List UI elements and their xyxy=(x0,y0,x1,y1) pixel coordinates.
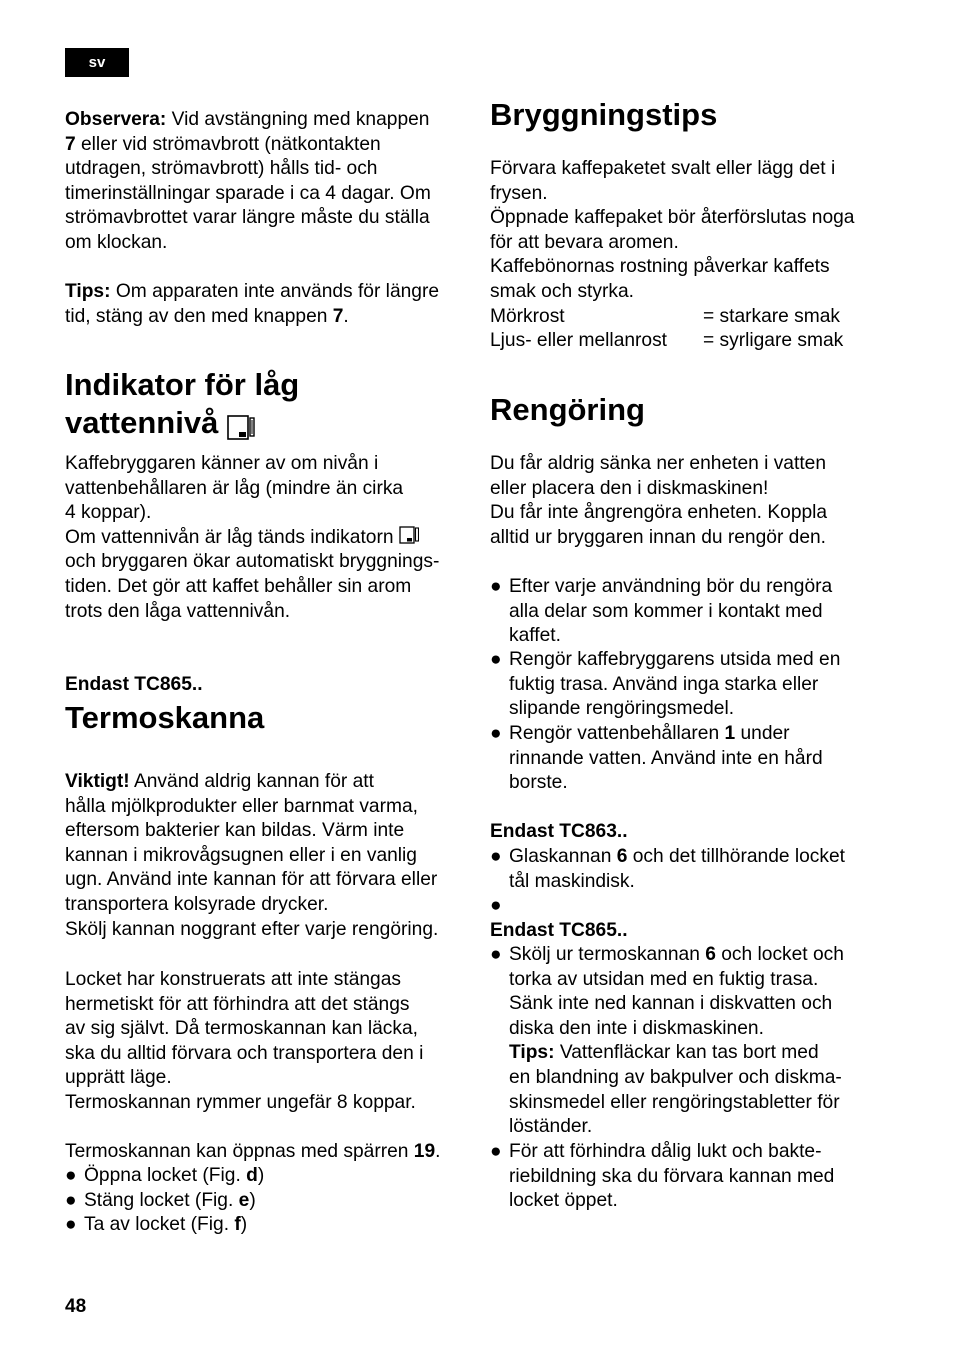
text-line: strömavbrottet varar längre måste du ställa xyxy=(65,207,430,229)
figure-ref: d xyxy=(246,1165,258,1186)
tips-paragraph xyxy=(65,280,439,329)
bullet-icon: ● xyxy=(490,944,502,965)
warning-label: Viktigt! xyxy=(65,771,130,792)
text-line: tid, stäng av den med knappen xyxy=(65,305,333,327)
text-line: ugn. Använd inte kannan för att förvara eller xyxy=(65,869,438,891)
roast-name: Ljus- eller mellanrost xyxy=(490,330,668,351)
text-line: eller vid strömavbrott (nätkontakten xyxy=(75,133,381,155)
text-line: Du får aldrig sänka ner enheten i vatten xyxy=(490,453,826,474)
indicator-paragraph xyxy=(65,452,439,624)
text-line: timerinställningar sparade i ca 4 dagar. Om xyxy=(65,182,431,204)
text-line: upprätt läge. xyxy=(65,1067,172,1089)
text-line: Stäng locket (Fig. xyxy=(84,1190,239,1211)
part-number: 6 xyxy=(616,846,628,867)
heading-line: Indikator för låg xyxy=(65,367,300,402)
page-number: 48 xyxy=(65,1296,87,1317)
bullet-icon: ● xyxy=(490,649,502,670)
text-line: och locket och xyxy=(715,944,844,965)
text-line: eftersom bakterier kan bildas. Värm inte xyxy=(65,820,405,842)
text-line: för att bevara aromen. xyxy=(490,231,679,253)
text-line: vattenbehållaren är låg (mindre än cirka xyxy=(65,477,404,499)
language-badge: sv xyxy=(65,48,129,77)
text-line: Förvara kaffepaketet svalt eller lägg det i xyxy=(490,158,836,179)
text-line: smak och styrka. xyxy=(490,280,634,302)
roast-value: = starkare smak xyxy=(703,306,841,327)
bullet-icon: ● xyxy=(490,1141,502,1162)
bullet-icon: ● xyxy=(490,576,502,597)
button-number: 7 xyxy=(332,305,344,327)
text-line: ) xyxy=(240,1214,248,1235)
text-line: Öppna locket (Fig. xyxy=(84,1165,247,1186)
text-line: Skölj kannan noggrant efter varje rengöring. xyxy=(65,918,439,940)
text-line: Vattenfläckar kan tas bort med xyxy=(554,1042,819,1064)
bryggningstips-heading: Bryggningstips xyxy=(490,97,718,132)
text-line: Efter varje användning bör du rengöra xyxy=(509,576,833,597)
text-line: . xyxy=(435,1141,441,1162)
text-line: borste. xyxy=(509,772,568,794)
heading-line: vattennivå xyxy=(65,405,219,440)
text-line: av sig självt. Då termoskannan kan läcka, xyxy=(65,1018,419,1040)
figure-ref: f xyxy=(234,1214,241,1235)
text-line: Rengör vattenbehållaren xyxy=(509,723,725,744)
text-line: locket öppet. xyxy=(509,1190,618,1212)
text-line: För att förhindra dålig lukt och bakte- xyxy=(509,1141,822,1162)
text-line: hålla mjölkprodukter eller barnmat varma, xyxy=(65,795,418,817)
tips-label: Tips: xyxy=(509,1042,555,1064)
text-line: Glaskannan xyxy=(509,846,617,867)
text-line: hermetiskt för att förhindra att det stängs xyxy=(65,993,410,1015)
open-paragraph xyxy=(65,1140,440,1165)
lid-paragraph xyxy=(65,968,423,1116)
observera-label: Observera: xyxy=(65,109,167,130)
text-line: slipande rengöringsmedel. xyxy=(509,698,735,720)
text-line: alltid ur bryggaren innan du rengör den. xyxy=(490,526,827,548)
text-line: tiden. Det gör att kaffet behåller sin arom xyxy=(65,575,412,597)
bullet-icon: ● xyxy=(490,846,502,867)
text-line: Kaffebönornas rostning påverkar kaffets xyxy=(490,256,830,278)
latch-number: 19 xyxy=(413,1141,436,1162)
model-note: Endast TC863.. xyxy=(490,821,628,842)
indicator-heading xyxy=(65,366,299,442)
text-line: och bryggaren ökar automatiskt bryggnings- xyxy=(65,551,440,573)
text-line: alla delar som kommer i kontakt med xyxy=(509,600,823,622)
text-line: torka av utsidan med en fuktig trasa. xyxy=(509,968,819,990)
text-line: Locket har konstruerats att inte stängas xyxy=(65,969,401,990)
text-line: en blandning av bakpulver och diskma- xyxy=(509,1066,842,1088)
part-number: 1 xyxy=(724,723,736,744)
text-line: ) xyxy=(249,1190,256,1211)
bullet-icon: ● xyxy=(490,723,502,744)
text-line: Termoskannan rymmer ungefär 8 koppar. xyxy=(65,1091,416,1113)
bullet-icon: ● xyxy=(65,1190,77,1211)
roast-name: Mörkrost xyxy=(490,306,565,327)
text-line: frysen. xyxy=(490,182,548,204)
text-line: Termoskannan kan öppnas med spärren xyxy=(65,1141,414,1162)
text-line: ) xyxy=(257,1165,265,1186)
text-line: . xyxy=(343,305,349,327)
text-line: ska du alltid förvara och transportera den i xyxy=(65,1042,424,1064)
text-line: riebildning ska du förvara kannan med xyxy=(509,1165,835,1187)
figure-ref: e xyxy=(238,1190,250,1211)
termoskanna-heading: Termoskanna xyxy=(65,700,265,735)
bullet-icon: ● xyxy=(65,1214,77,1235)
model-note: Endast TC865.. xyxy=(65,674,203,695)
text-line: diska den inte i diskmaskinen. xyxy=(509,1017,764,1039)
text-line: eller placera den i diskmaskinen! xyxy=(490,477,769,499)
text-line: Du får inte ångrengöra enheten. Koppla xyxy=(490,502,828,524)
model-note: Endast TC865.. xyxy=(490,920,628,941)
brewing-paragraph xyxy=(490,157,854,305)
text-line: Vid avstängning med knappen xyxy=(166,109,430,130)
part-number: 6 xyxy=(705,944,716,965)
text-line: Om apparaten inte används för längre xyxy=(110,281,440,302)
observera-paragraph xyxy=(65,108,431,256)
text-line: Kaffebryggaren känner av om nivån i xyxy=(65,453,379,474)
text-line: 4 koppar). xyxy=(65,502,152,524)
rengoring-heading: Rengöring xyxy=(490,392,645,427)
tips-label: Tips: xyxy=(65,281,111,302)
text-line: utdragen, strömavbrott) hålls tid- och xyxy=(65,158,378,180)
text-line: löständer. xyxy=(509,1116,593,1138)
text-line: Rengör kaffebryggarens utsida med en xyxy=(509,649,841,670)
text-line: tål maskindisk. xyxy=(509,870,635,892)
text-line: om klockan. xyxy=(65,231,168,253)
text-line: kannan i mikrovågsugnen eller i en vanlig xyxy=(65,844,417,866)
water-tank-icon xyxy=(399,526,419,545)
text-line: under xyxy=(735,723,790,744)
text-line: fuktig trasa. Använd inga starka eller xyxy=(509,673,819,695)
roast-value: = syrligare smak xyxy=(703,330,844,351)
text-line: kaffet. xyxy=(509,625,561,647)
text-line: transportera kolsyrade drycker. xyxy=(65,893,329,915)
text-line: Ta av locket (Fig. xyxy=(84,1214,235,1235)
text-line: Sänk inte ned kannan i diskvatten och xyxy=(509,993,833,1015)
viktigt-paragraph xyxy=(65,770,438,942)
water-tank-icon xyxy=(227,412,255,438)
text-line: Skölj ur termoskannan xyxy=(509,944,706,965)
text-line: skinsmedel eller rengöringstabletter för xyxy=(509,1091,840,1113)
bullet-icon: ● xyxy=(65,1165,77,1186)
button-number: 7 xyxy=(65,133,76,155)
text-line: Använd aldrig kannan för att xyxy=(129,771,374,792)
text-line: rinnande vatten. Använd inte en hård xyxy=(509,747,823,769)
text-line: Om vattennivån är låg tänds indikatorn xyxy=(65,526,394,548)
text-line: trots den låga vattennivån. xyxy=(65,600,291,622)
text-line: Öppnade kaffepaket bör återförslutas noga xyxy=(490,207,855,229)
cleaning-paragraph xyxy=(490,452,827,550)
bullet-icon: ● xyxy=(490,895,502,916)
text-line: och det tillhörande locket xyxy=(627,846,845,867)
